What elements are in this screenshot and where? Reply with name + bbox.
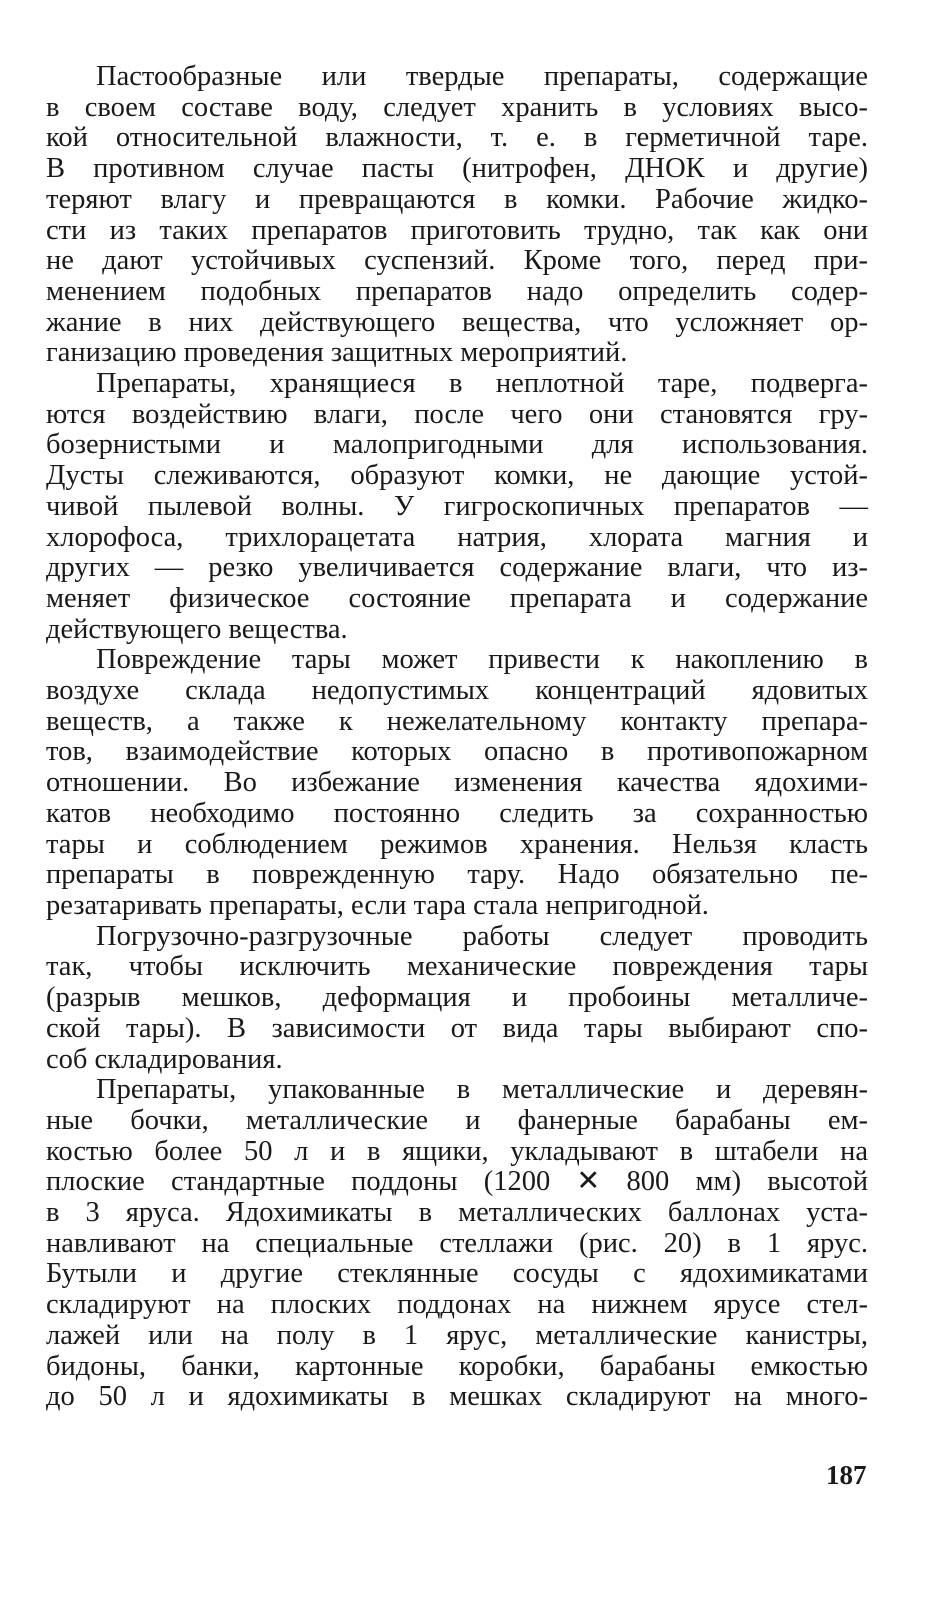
text-line: жание в них действующего вещества, что усложняет ор- (46, 306, 868, 338)
text-line: чивой пылевой волны. У гигроскопичных препаратов — (46, 490, 868, 522)
text-line: складируют на плоских поддонах на нижнем ярусе стел- (46, 1289, 868, 1321)
text-line: отношении. Во избежание изменения качества ядохими- (46, 767, 868, 799)
paragraph-damaged-packaging (46, 645, 868, 921)
text-line: сти из таких препаратов приготовить трудно, так как они (46, 214, 868, 246)
text-line: В противном случае пасты (нитрофен, ДНОК и другие) (46, 153, 868, 185)
text-line: бидоны, банки, картонные коробки, барабаны емкостью (46, 1350, 868, 1382)
text-line: Дусты слеживаются, образуют комки, не дающие устой- (46, 460, 868, 492)
text-line: навливают на специальные стеллажи (рис. 20) в 1 ярус. (46, 1227, 868, 1259)
text-line: (разрыв мешков, деформация и пробоины металличе- (46, 982, 868, 1014)
page-number: 187 (826, 1460, 867, 1490)
text-line: плоские стандартные поддоны (1200 ✕ 800 мм) высотой (46, 1166, 868, 1198)
text-line: Погрузочно-разгрузочные работы следует проводить (96, 920, 868, 952)
text-line: в 3 яруса. Ядохимикаты в металлических баллонах уста- (46, 1197, 868, 1229)
text-line: Бутыли и другие стеклянные сосуды с ядохимикатами (46, 1258, 868, 1290)
text-line: веществ, а также к нежелательному контакту препара- (46, 705, 868, 737)
text-line: ные бочки, металлические и фанерные барабаны ем- (46, 1104, 868, 1136)
text-line: меняет физическое состояние препарата и содержание (46, 582, 868, 614)
text-line: катов необходимо постоянно следить за сохранностью (46, 797, 868, 829)
text-line: резатаривать препараты, если тара стала непригодной. (46, 889, 709, 921)
text-line: бозернистыми и малопригодными для использования. (46, 429, 868, 461)
text-line: Пастообразные или твердые препараты, содержащие (96, 61, 868, 92)
text-line: не дают устойчивых суспензий. Кроме того, перед при- (46, 245, 868, 277)
text-line: тов, взаимодействие которых опасно в противопожарном (46, 736, 868, 768)
paragraph-paste-storage (46, 62, 868, 369)
paragraph-loading-operations (46, 922, 868, 1076)
text-line: костью более 50 л и в ящики, укладывают в штабели на (46, 1135, 868, 1167)
text-line: воздухе склада недопустимых концентраций ядовитых (46, 675, 868, 707)
text-line: кой относительной влажности, т. е. в герметичной таре. (46, 122, 868, 154)
text-line: лажей или на полу в 1 ярус, металлические канистры, (46, 1319, 868, 1351)
text-line: ской тары). В зависимости от вида тары выбирают спо- (46, 1012, 868, 1044)
text-line: так, чтобы исключить механические повреждения тары (46, 951, 868, 983)
text-line: тары и соблюдением режимов хранения. Нельзя класть (46, 828, 868, 860)
text-line: соб складирования. (46, 1043, 283, 1075)
text-line: менением подобных препаратов надо определить содер- (46, 275, 868, 307)
text-line: Повреждение тары может привести к накоплению в (96, 644, 868, 676)
text-line: теряют влагу и превращаются в комки. Рабочие жидко- (46, 183, 868, 215)
paragraph-loose-packaging (46, 369, 868, 645)
text-line: хлорофоса, трихлорацетата натрия, хлората магния и (46, 521, 868, 553)
text-line: Препараты, упакованные в металлические и деревян- (96, 1074, 868, 1106)
text-line: в своем составе воду, следует хранить в условиях высо- (46, 91, 868, 123)
text-line: ганизацию проведения защитных мероприятий. (46, 337, 628, 369)
text-line: препараты в поврежденную тару. Надо обязательно пе- (46, 859, 868, 891)
page-body (46, 62, 868, 1413)
text-line: до 50 л и ядохимикаты в мешках складируют на много- (46, 1381, 868, 1413)
text-line: Препараты, хранящиеся в неплотной таре, подверга- (96, 368, 868, 400)
text-line: других — резко увеличивается содержание влаги, что из- (46, 552, 868, 584)
paragraph-stacking-rules (46, 1075, 868, 1413)
text-line: ются воздействию влаги, после чего они становятся гру- (46, 398, 868, 430)
text-line: действующего вещества. (46, 613, 348, 645)
